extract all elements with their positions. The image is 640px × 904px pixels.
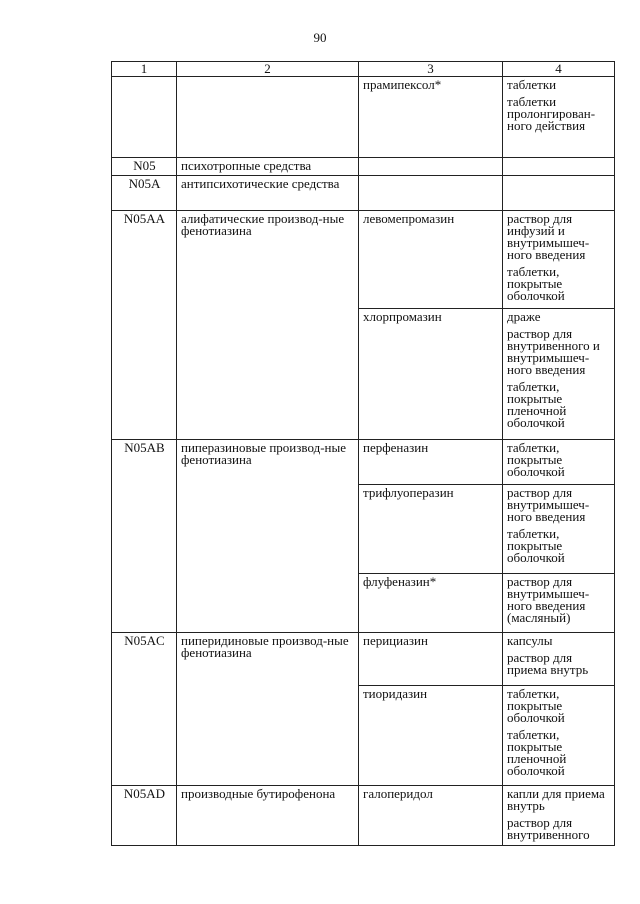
dosage-form: капли для приема внутрь [507,786,605,813]
dosage-form: раствор для внутривенного и внутримышеч-ного введения [507,326,600,377]
code-cell: N05AB [112,440,177,633]
dosage-form: драже [507,309,541,324]
table-row [112,440,615,485]
table-header-row [112,62,615,77]
drug-name-cell: хлорпромазин [359,309,503,440]
drug-name-cell: перфеназин [359,440,503,485]
drug-name-cell: галоперидол [359,786,503,846]
dosage-form-cell [503,211,615,309]
dosage-form: капсулы [507,633,553,648]
code-cell: N05A [112,176,177,211]
dosage-form-cell [503,686,615,786]
drug-name-cell: перициазин [359,633,503,686]
drug-name-cell: трифлуоперазин [359,485,503,574]
group-cell: производные бутирофенона [177,786,359,846]
dosage-form: таблетки, покрытые оболочкой [507,440,565,479]
table-row [112,158,615,176]
group-cell: психотропные средства [177,158,359,176]
dosage-form-cell [503,440,615,485]
table-row [112,77,615,158]
table-row [112,211,615,309]
table-row [112,786,615,846]
code-cell: N05AA [112,211,177,440]
drug-name-cell: прамипексол* [359,77,503,158]
dosage-form: раствор для приема внутрь [507,650,589,677]
code-cell: N05AC [112,633,177,786]
group-cell: алифатические производ-ные фенотиазина [177,211,359,440]
dosage-form: таблетки, покрытые пленочной оболочкой [507,727,567,778]
column-header: 2 [177,62,359,77]
column-header: 4 [503,62,615,77]
dosage-form: таблетки, покрытые оболочкой [507,526,565,565]
page-number: 90 [313,30,327,45]
column-header: 1 [112,62,177,77]
code-cell: N05 [112,158,177,176]
code-cell: N05AD [112,786,177,846]
dosage-form-cell [503,786,615,846]
table-row [112,176,615,211]
dosage-form: таблетки, покрытые оболочкой [507,686,565,725]
group-cell [177,77,359,158]
dosage-form-cell [503,574,615,633]
drug-name-cell: левомепромазин [359,211,503,309]
dosage-form: таблетки [507,77,557,92]
drug-name-cell: тиоридазин [359,686,503,786]
dosage-form: таблетки, покрытые пленочной оболочкой [507,379,567,430]
dosage-form: раствор для внутримышеч-ного введения (масляный) [507,574,590,625]
column-header: 3 [359,62,503,77]
dosage-form-cell [503,485,615,574]
dosage-form-cell [503,309,615,440]
dosage-form: таблетки, покрытые оболочкой [507,264,565,303]
dosage-form: раствор для внутримышеч-ного введения [507,485,590,524]
drug-name-cell [359,158,503,176]
code-cell [112,77,177,158]
dosage-form: таблетки пролонгирован-ного действия [507,94,596,133]
dosage-form-cell [503,176,615,211]
drug-table [111,61,615,846]
group-cell: пиперидиновые производ-ные фенотиазина [177,633,359,786]
dosage-form: раствор для инфузий и внутримышеч-ного введения [507,211,590,262]
drug-name-cell [359,176,503,211]
table-row [112,633,615,686]
drug-name-cell: флуфеназин* [359,574,503,633]
dosage-form-cell [503,633,615,686]
dosage-form-cell [503,158,615,176]
dosage-form-cell [503,77,615,158]
group-cell: антипсихотические средства [177,176,359,211]
dosage-form: раствор для внутривенного [507,815,590,842]
group-cell: пиперазиновые производ-ные фенотиазина [177,440,359,633]
